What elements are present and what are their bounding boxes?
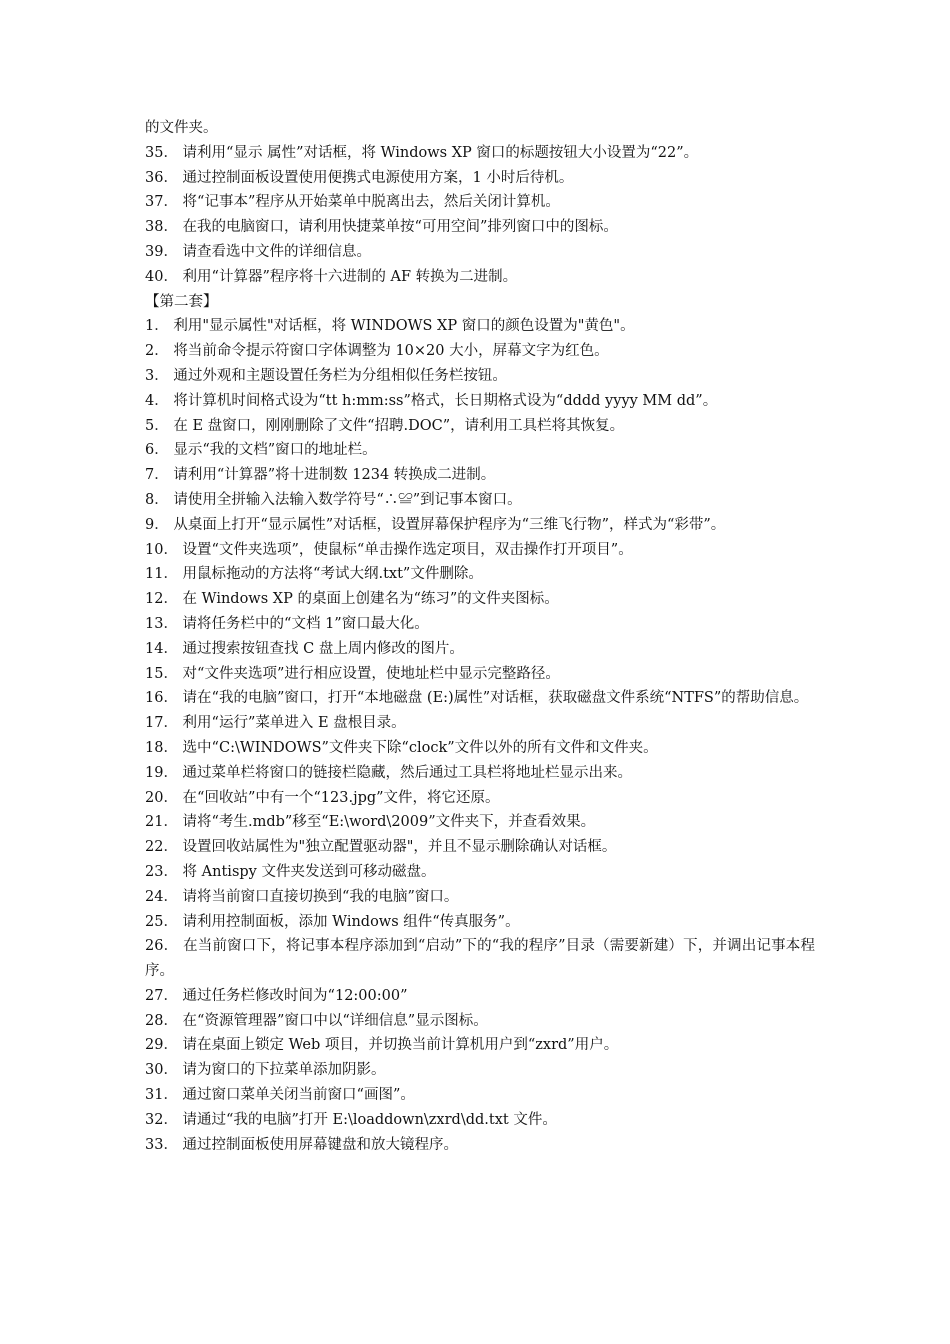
question-line: 31． 通过窗口菜单关闭当前窗口“画图”。 — [145, 1087, 415, 1104]
question-line: 22． 设置回收站属性为"独立配置驱动器"，并且不显示删除确认对话框。 — [145, 839, 617, 856]
question-line: 20． 在“回收站”中有一个“123.jpg”文件，将它还原。 — [145, 789, 500, 806]
question-line: 3． 通过外观和主题设置任务栏为分组相似任务栏按钮。 — [145, 367, 507, 384]
question-line: 30． 请为窗口的下拉菜单添加阴影。 — [145, 1062, 386, 1079]
document-page — [145, 116, 815, 1157]
question-line: 4． 将计算机时间格式设为“tt h:mm:ss”格式，长日期格式设为“dddd yyyy MM dd”。 — [145, 392, 718, 409]
question-line: 37． 将“记事本”程序从开始菜单中脱离出去，然后关闭计算机。 — [145, 194, 560, 211]
question-line: 23． 将 Antispy 文件夹发送到可移动磁盘。 — [145, 863, 436, 880]
question-line: 24． 请将当前窗口直接切换到“我的电脑”窗口。 — [145, 888, 459, 905]
question-line: 38． 在我的电脑窗口，请利用快捷菜单按“可用空间”排列窗口中的图标。 — [145, 219, 618, 236]
question-line: 39． 请查看选中文件的详细信息。 — [145, 243, 372, 260]
question-line: 28． 在“资源管理器”窗口中以“详细信息”显示图标。 — [145, 1012, 488, 1029]
question-line: 18． 选中“C:\WINDOWS”文件夹下除“clock”文件以外的所有文件和文件夹。 — [145, 739, 658, 756]
question-line: 6． 显示“我的文档”窗口的地址栏。 — [145, 442, 377, 459]
question-line: 9． 从桌面上打开“显示属性”对话框，设置屏幕保护程序为“三维飞行物”，样式为“彩带”。 — [145, 516, 726, 533]
question-line: 13． 请将任务栏中的“文档 1”窗口最大化。 — [145, 615, 429, 632]
question-line: 2． 将当前命令提示符窗口字体调整为 10×20 大小，屏幕文字为红色。 — [145, 343, 609, 360]
question-line: 21． 请将“考生.mdb”移至“E:\word\2009”文件夹下，并查看效果。 — [145, 814, 596, 831]
question-line: 32． 请通过“我的电脑”打开 E:\loaddown\zxrd\dd.txt 文件。 — [145, 1111, 557, 1128]
question-line: 35． 请利用“显示 属性”对话框，将 Windows XP 窗口的标题按钮大小设置为“22”。 — [145, 144, 699, 161]
question-line: 27． 通过任务栏修改时间为“12:00:00” — [145, 987, 408, 1004]
question-line: 的文件夹。 — [145, 120, 218, 136]
question-line: 36． 通过控制面板设置使用便携式电源使用方案，1 小时后待机。 — [145, 169, 574, 186]
question-line: 17． 利用“运行”菜单进入 E 盘根目录。 — [145, 715, 406, 732]
question-line: 5． 在 E 盘窗口，刚刚删除了文件“招聘.DOC”，请利用工具栏将其恢复。 — [145, 417, 625, 434]
question-line: 33． 通过控制面板使用屏幕键盘和放大镜程序。 — [145, 1136, 459, 1153]
section-heading: 【第二套】 — [145, 293, 218, 310]
question-line: 12． 在 Windows XP 的桌面上创建名为“练习”的文件夹图标。 — [145, 591, 559, 608]
question-line: 11． 用鼠标拖动的方法将“考试大纲.txt”文件删除。 — [145, 566, 483, 583]
question-line: 10． 设置“文件夹选项”，使鼠标“单击操作选定项目，双击操作打开项目”。 — [145, 541, 633, 558]
question-line: 16． 请在“我的电脑”窗口，打开“本地磁盘 (E:)属性”对话框，获取磁盘文件系统“NTFS”的帮助信息。 — [145, 690, 809, 707]
question-line: 40． 利用“计算器”程序将十六进制的 AF 转换为二进制。 — [145, 268, 518, 285]
question-line: 29． 请在桌面上锁定 Web 项目，并切换当前计算机用户到“zxrd”用户。 — [145, 1037, 619, 1054]
question-line: 8． 请使用全拼输入法输入数学符号“∴≌”到记事本窗口。 — [145, 491, 522, 508]
question-line: 15． 对“文件夹选项”进行相应设置，使地址栏中显示完整路径。 — [145, 665, 560, 682]
question-line: 7． 请利用“计算器”将十进制数 1234 转换成二进制。 — [145, 467, 496, 484]
question-line: 25． 请利用控制面板，添加 Windows 组件“传真服务”。 — [145, 913, 520, 930]
question-line: 1． 利用"显示属性"对话框，将 WINDOWS XP 窗口的颜色设置为"黄色"。 — [145, 318, 635, 335]
question-line: 19． 通过菜单栏将窗口的链接栏隐藏，然后通过工具栏将地址栏显示出来。 — [145, 764, 633, 781]
question-line: 14． 通过搜索按钮查找 C 盘上周内修改的图片。 — [145, 640, 464, 657]
question-line: 26． 在当前窗口下，将记事本程序添加到“启动”下的“我的程序”目录（需要新建）下，并调出记事本程序。 — [145, 938, 815, 980]
